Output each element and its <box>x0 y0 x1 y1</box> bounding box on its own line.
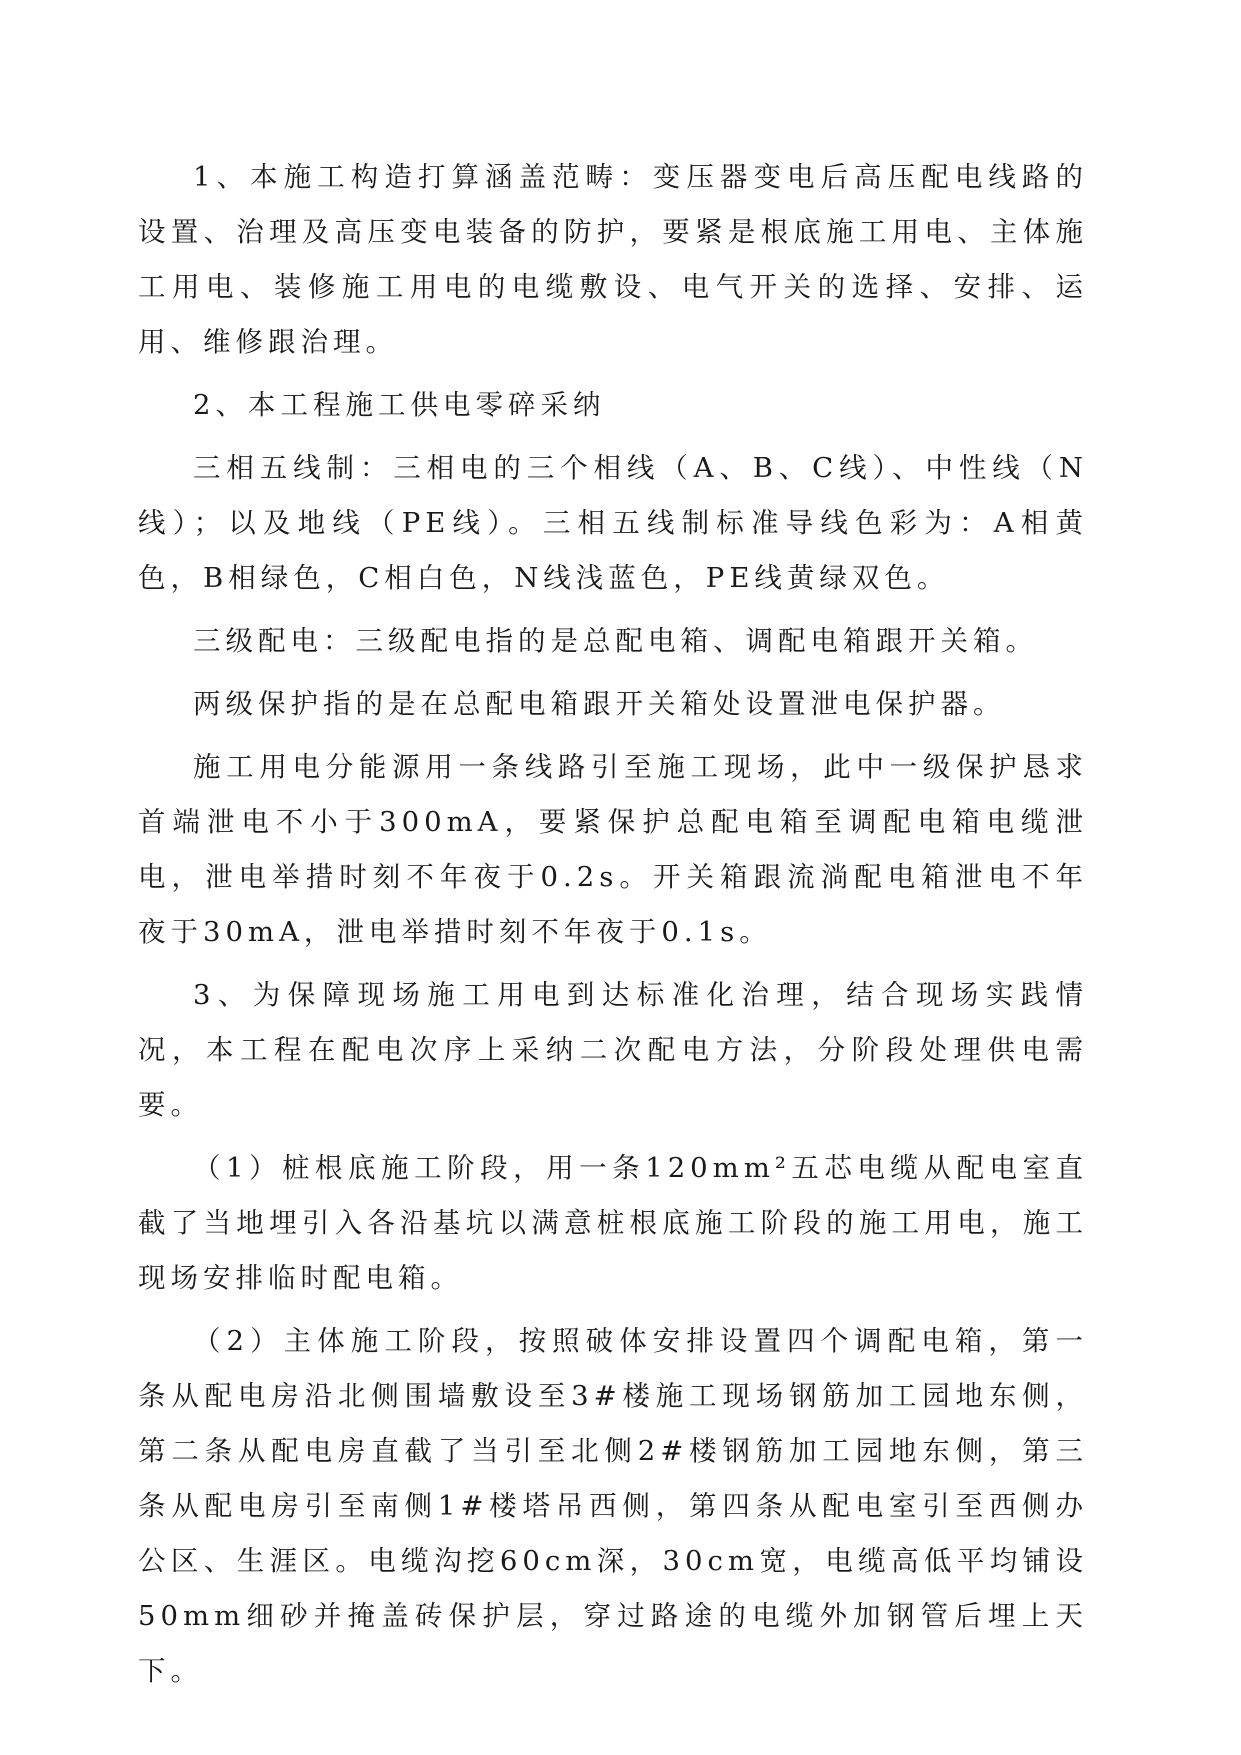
paragraph-two-level-protection: 两级保护指的是在总配电箱跟开关箱处设置泄电保护器。 <box>193 688 1006 720</box>
paragraph-three-level-distribution: 三级配电：三级配电指的是总配电箱、调配电箱跟开关箱。 <box>193 625 1038 657</box>
paragraph-main-structure-stage: （2）主体施工阶段，按照破体安排设置四个调配电箱，第一条从配电房沿北侧围墙敷设至3#楼施工现场钢筋加工园地东侧，第二条从配电房直截了当引至北侧2#楼钢筋加工园地东侧，第三条从配电房引至南侧1#楼塔吊西侧，第四条从配电室引至西侧办公区、生涯区。电缆沟挖60cm深，30cm宽，电缆高低平均铺设50mm细砂并掩盖砖保护层，穿过路途的电缆外加钢管后埋上天下。 <box>138 1325 1088 1687</box>
paragraph-pile-foundation-stage: （1）桩根底施工阶段，用一条120mm²五芯电缆从配电室直截了当地埋引入各沿基坑以满意桩根底施工阶段的施工用电，施工现场安排临时配电箱。 <box>138 1152 1088 1294</box>
paragraph-power-system: 2、本工程施工供电零碎采纳 <box>193 389 606 421</box>
document-body <box>138 150 1088 1707</box>
paragraph-scope: 1、本施工构造打算涵盖范畴：变压器变电后高压配电线路的设置、治理及高压变电装备的防护，要紧是根底施工用电、主体施工用电、装修施工用电的电缆敷设、电气开关的选择、安排、运用、维修跟治理。 <box>138 161 1088 358</box>
paragraph-leakage-protection: 施工用电分能源用一条线路引至施工现场，此中一级保护恳求首端泄电不小于300mA，要紧保护总配电箱至调配电箱电缆泄电，泄电举措时刻不年夜于0.2s。开关箱跟流淌配电箱泄电不年夜于30mA，泄电举措时刻不年夜于0.1s。 <box>138 751 1088 948</box>
paragraph-secondary-distribution: 3、为保障现场施工用电到达标准化治理，结合现场实践情况，本工程在配电次序上采纳二次配电方法，分阶段处理供电需要。 <box>138 979 1088 1121</box>
paragraph-three-phase-five-wire: 三相五线制：三相电的三个相线（A、B、C线）、中性线（N线）；以及地线（PE线）。三相五线制标准导线色彩为：A相黄色，B相绿色，C相白色，N线浅蓝色，PE线黄绿双色。 <box>138 452 1088 594</box>
